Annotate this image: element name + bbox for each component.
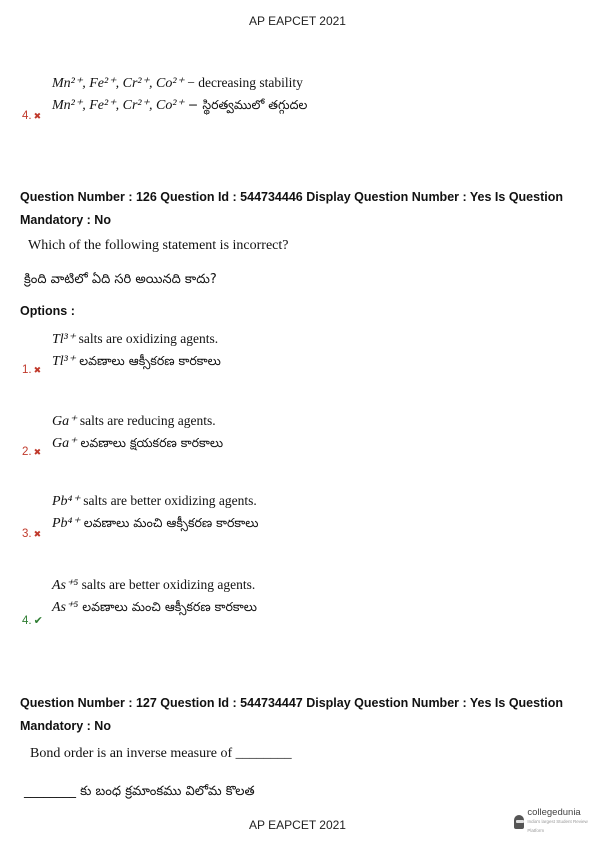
question-127-text-en: Bond order is an inverse measure of ________ bbox=[30, 746, 292, 761]
prev-option-formula-en: Mn²⁺, Fe²⁺, Cr²⁺, Co²⁺ bbox=[52, 76, 184, 91]
collegedunia-logo bbox=[514, 808, 595, 835]
cross-icon: ✖ bbox=[33, 529, 42, 539]
option-2-text-te: లవణాలు క్షయకరణ కారకాలు bbox=[76, 435, 224, 450]
option-3-formula: Pb⁴⁺ bbox=[52, 494, 80, 509]
option-2-text-en: salts are reducing agents. bbox=[76, 413, 216, 428]
option-3-text-en: salts are better oxidizing agents. bbox=[79, 493, 257, 508]
option-3-line-en bbox=[52, 492, 257, 510]
option-3-formula-te: Pb⁴⁺ bbox=[52, 516, 80, 531]
prev-option-text-te: − స్థిరత్వములో తగ్గుదల bbox=[183, 97, 308, 112]
option-2-number: 2. ✖ bbox=[22, 446, 42, 458]
question-127-header-line1: Question Number : 127 Question Id : 544734447 Display Question Number : Yes Is Question bbox=[20, 696, 563, 710]
option-4-number: 4. ✔ bbox=[22, 615, 43, 627]
option-1-text-en: salts are oxidizing agents. bbox=[75, 331, 219, 346]
option-4-line-en bbox=[52, 576, 255, 594]
question-126-header-line2: Mandatory : No bbox=[20, 213, 111, 227]
page-footer: AP EAPCET 2021 bbox=[249, 818, 346, 832]
option-2-formula-te: Ga⁺ bbox=[52, 436, 77, 451]
page-header: AP EAPCET 2021 bbox=[249, 14, 346, 28]
cross-icon: ✖ bbox=[33, 365, 42, 375]
options-label: Options : bbox=[20, 304, 75, 318]
cross-icon: ✖ bbox=[33, 447, 42, 457]
question-127-text-te: ________ కు బంధ క్రమాంకము విలోమ కొలత bbox=[24, 784, 255, 799]
option-1-number: 1. ✖ bbox=[22, 364, 42, 376]
question-127-header bbox=[20, 692, 563, 738]
option-1-text-te: లవణాలు ఆక్సీకరణ కారకాలు bbox=[75, 353, 221, 368]
prev-option-line-te bbox=[52, 96, 307, 116]
option-4-line-te bbox=[52, 598, 257, 618]
question-127-header-line2: Mandatory : No bbox=[20, 719, 111, 733]
option-3-number: 3. ✖ bbox=[22, 528, 42, 540]
question-126-header-line1: Question Number : 126 Question Id : 544734446 Display Question Number : Yes Is Question bbox=[20, 190, 563, 204]
logo-tagline: India's largest Student Review Platform bbox=[527, 819, 588, 833]
question-126-text-en: Which of the following statement is incorrect? bbox=[28, 238, 289, 253]
option-1-line-te bbox=[52, 352, 221, 372]
option-2-formula: Ga⁺ bbox=[52, 414, 77, 429]
option-2-line-en bbox=[52, 412, 216, 430]
option-1-formula: Tl³⁺ bbox=[52, 332, 76, 347]
option-1-formula-te: Tl³⁺ bbox=[52, 354, 76, 369]
prev-option-number: 4. ✖ bbox=[22, 110, 42, 122]
option-2-line-te bbox=[52, 434, 223, 454]
question-126-text-te: క్రింది వాటిలో ఏది సరి అయినది కాదు? bbox=[24, 272, 217, 287]
question-126-header bbox=[20, 186, 563, 232]
option-4-formula: As⁺⁵ bbox=[52, 578, 79, 593]
cross-icon: ✖ bbox=[33, 111, 42, 121]
option-4-text-te: లవణాలు మంచి ఆక్సీకరణ కారకాలు bbox=[78, 599, 257, 614]
option-3-line-te bbox=[52, 514, 258, 534]
prev-option-line-en bbox=[52, 74, 303, 92]
prev-option-formula-te: Mn²⁺, Fe²⁺, Cr²⁺, Co²⁺ bbox=[52, 98, 184, 113]
option-1-line-en bbox=[52, 330, 218, 348]
check-icon: ✔ bbox=[33, 615, 43, 627]
option-3-text-te: లవణాలు మంచి ఆక్సీకరణ కారకాలు bbox=[79, 515, 259, 530]
option-4-formula-te: As⁺⁵ bbox=[52, 600, 79, 615]
option-4-text-en: salts are better oxidizing agents. bbox=[78, 577, 256, 592]
mascot-icon bbox=[514, 815, 524, 829]
prev-option-text-en: − decreasing stability bbox=[183, 75, 303, 90]
logo-name: collegedunia bbox=[527, 807, 581, 818]
